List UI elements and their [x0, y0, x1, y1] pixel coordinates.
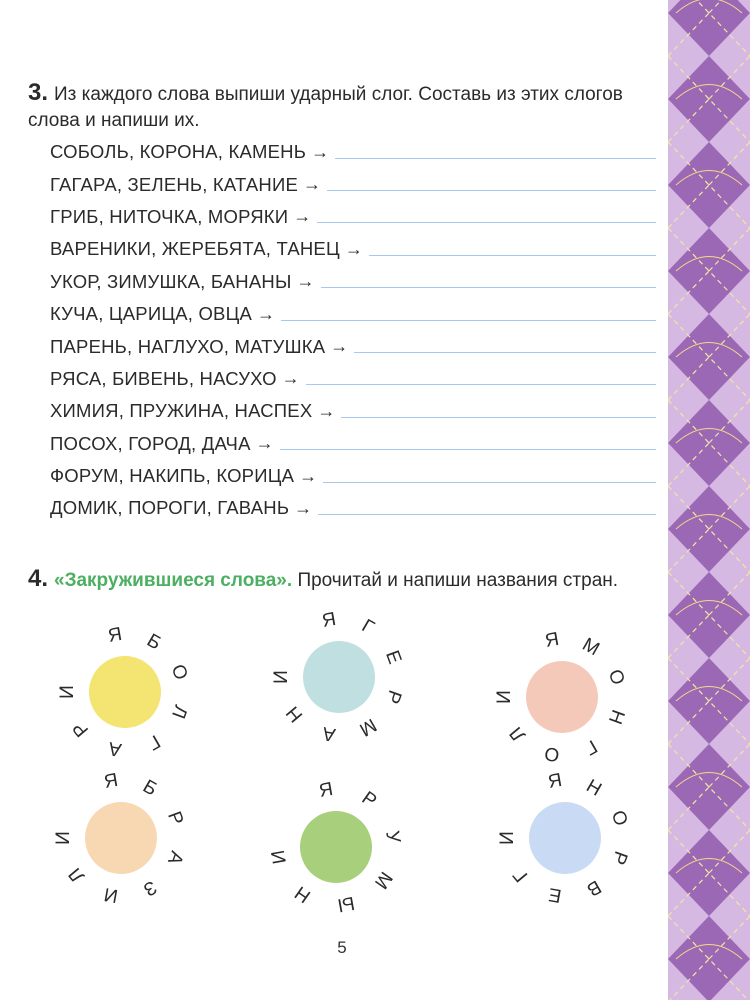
- ring-letter: Р: [68, 717, 94, 741]
- word-list: ХИМИЯ, ПРУЖИНА, НАСПЕХ: [50, 400, 313, 422]
- task-3-rows: [50, 136, 656, 525]
- task-4-text: Прочитай и напиши названия стран.: [297, 570, 619, 591]
- answer-line[interactable]: [317, 222, 656, 223]
- answer-line[interactable]: [327, 190, 656, 191]
- task-4-instruction: [28, 566, 656, 594]
- ring-letter: Е: [381, 647, 406, 667]
- ring-letter: Г: [358, 615, 378, 639]
- ring-letter: Г: [581, 735, 601, 759]
- ring-letter: Р: [357, 787, 381, 813]
- arrow-icon: →: [311, 141, 330, 162]
- ring-letter: Я: [546, 769, 564, 793]
- ring-letter: А: [320, 722, 338, 746]
- word-list: СОБОЛЬ, КОРОНА, КАМЕНЬ: [50, 141, 307, 163]
- ring-letter: О: [603, 666, 629, 688]
- arrow-icon: →: [257, 303, 276, 324]
- answer-line[interactable]: [369, 255, 656, 256]
- ring-letter: У: [381, 829, 404, 845]
- argyle-pattern: [668, 0, 750, 1000]
- ring-letter: О: [606, 807, 632, 829]
- answer-line[interactable]: [321, 287, 656, 288]
- ring-letter: Л: [505, 722, 530, 746]
- ring-letter: В: [583, 875, 605, 901]
- arrow-icon: →: [303, 174, 322, 195]
- task-row: [50, 428, 656, 460]
- ring-letter: Н: [582, 775, 605, 801]
- country-circle: [485, 758, 645, 918]
- task-row: [50, 492, 656, 524]
- ring-letter: И: [267, 848, 291, 866]
- ring-letter: Л: [64, 863, 89, 887]
- country-circle: [256, 767, 416, 927]
- ring-letter: Г: [509, 864, 533, 886]
- ring-letter: М: [355, 713, 380, 740]
- ring-letter: И: [497, 831, 518, 845]
- circle-disc: [526, 661, 598, 733]
- ring-letter: М: [578, 634, 603, 661]
- ring-letter: И: [102, 883, 120, 907]
- arrow-icon: →: [296, 271, 315, 292]
- country-circle: [482, 617, 642, 777]
- word-list: ГРИБ, НИТОЧКА, МОРЯКИ: [50, 205, 289, 227]
- page-number: 5: [337, 938, 347, 957]
- circle-disc: [300, 811, 372, 883]
- task-row: [50, 330, 656, 362]
- word-list: РЯСА, БИВЕНЬ, НАСУХО: [50, 367, 277, 389]
- word-list: ГАГАРА, ЗЕЛЕНЬ, КАТАНИЕ: [50, 173, 299, 195]
- ring-letter: Г: [144, 730, 164, 754]
- ring-letter: Ы: [335, 891, 357, 916]
- country-circle: [41, 758, 201, 918]
- task-row: [50, 168, 656, 200]
- task-row: [50, 201, 656, 233]
- task-3-text: Из каждого слова выпиши ударный слог. Составь из этих слогов слова и напиши их.: [28, 84, 623, 131]
- ring-letter: Р: [163, 808, 188, 828]
- task-4-number: 4.: [28, 565, 49, 592]
- arrow-icon: →: [344, 238, 363, 259]
- arrow-icon: →: [330, 336, 349, 357]
- ring-letter: Н: [291, 881, 315, 907]
- task-3-instruction: [28, 80, 656, 134]
- ring-letter: М: [369, 867, 397, 893]
- word-list: ВАРЕНИКИ, ЖЕРЕБЯТА, ТАНЕЦ: [50, 238, 340, 260]
- ring-letter: Б: [139, 775, 161, 801]
- answer-line[interactable]: [335, 158, 656, 159]
- arrow-icon: →: [255, 433, 274, 454]
- ring-letter: З: [139, 875, 160, 900]
- decorative-side-band: [668, 0, 750, 1000]
- word-list: ФОРУМ, НАКИПЬ, КОРИЦА: [50, 465, 295, 487]
- country-circle: [45, 612, 205, 772]
- answer-line[interactable]: [323, 482, 656, 483]
- task-row: [50, 363, 656, 395]
- task-3-number: 3.: [28, 79, 49, 106]
- answer-line[interactable]: [318, 514, 656, 515]
- ring-letter: Е: [546, 883, 564, 907]
- ring-letter: А: [106, 737, 124, 761]
- ring-letter: Я: [317, 778, 335, 802]
- task-row: [50, 460, 656, 492]
- ring-letter: Я: [102, 769, 120, 793]
- task-row: [50, 395, 656, 427]
- ring-letter: Я: [543, 628, 561, 652]
- circle-disc: [85, 802, 157, 874]
- ring-letter: О: [166, 661, 192, 683]
- ring-letter: Н: [282, 701, 308, 726]
- ring-letter: Б: [143, 629, 165, 655]
- ring-letter: И: [494, 690, 515, 704]
- answer-line[interactable]: [306, 384, 656, 385]
- circle-disc: [529, 802, 601, 874]
- answer-line[interactable]: [354, 352, 656, 353]
- arrow-icon: →: [281, 368, 300, 389]
- arrow-icon: →: [294, 497, 313, 518]
- ring-letter: Л: [167, 702, 192, 722]
- arrow-icon: →: [293, 206, 312, 227]
- word-list: ПОСОХ, ГОРОД, ДАЧА: [50, 432, 251, 454]
- ring-letter: И: [271, 670, 292, 684]
- ring-letter: Р: [607, 848, 632, 868]
- ring-letter: Я: [106, 623, 124, 647]
- ring-letter: Н: [603, 706, 629, 727]
- ring-letter: Р: [381, 687, 406, 707]
- ring-letter: О: [542, 741, 562, 766]
- ring-letter: И: [53, 831, 74, 845]
- task-row: [50, 233, 656, 265]
- arrow-icon: →: [299, 465, 318, 486]
- ring-letter: А: [163, 848, 188, 868]
- circle-disc: [89, 656, 161, 728]
- word-list: КУЧА, ЦАРИЦА, ОВЦА: [50, 303, 253, 325]
- ring-letter: Я: [320, 608, 338, 632]
- answer-line[interactable]: [280, 449, 656, 450]
- word-list: ПАРЕНЬ, НАГЛУХО, МАТУШКА: [50, 335, 326, 357]
- country-circle: [259, 597, 419, 757]
- ring-letter: И: [57, 685, 78, 699]
- word-list: УКОР, ЗИМУШКА, БАНАНЫ: [50, 270, 292, 292]
- task-row: [50, 298, 656, 330]
- task-row: [50, 136, 656, 168]
- arrow-icon: →: [317, 400, 336, 421]
- word-list: ДОМИК, ПОРОГИ, ГАВАНЬ: [50, 497, 290, 519]
- task-row: [50, 266, 656, 298]
- circle-disc: [303, 641, 375, 713]
- task-4-highlight: «Закружившиеся слова».: [54, 570, 293, 591]
- answer-line[interactable]: [341, 417, 656, 418]
- answer-line[interactable]: [281, 320, 656, 321]
